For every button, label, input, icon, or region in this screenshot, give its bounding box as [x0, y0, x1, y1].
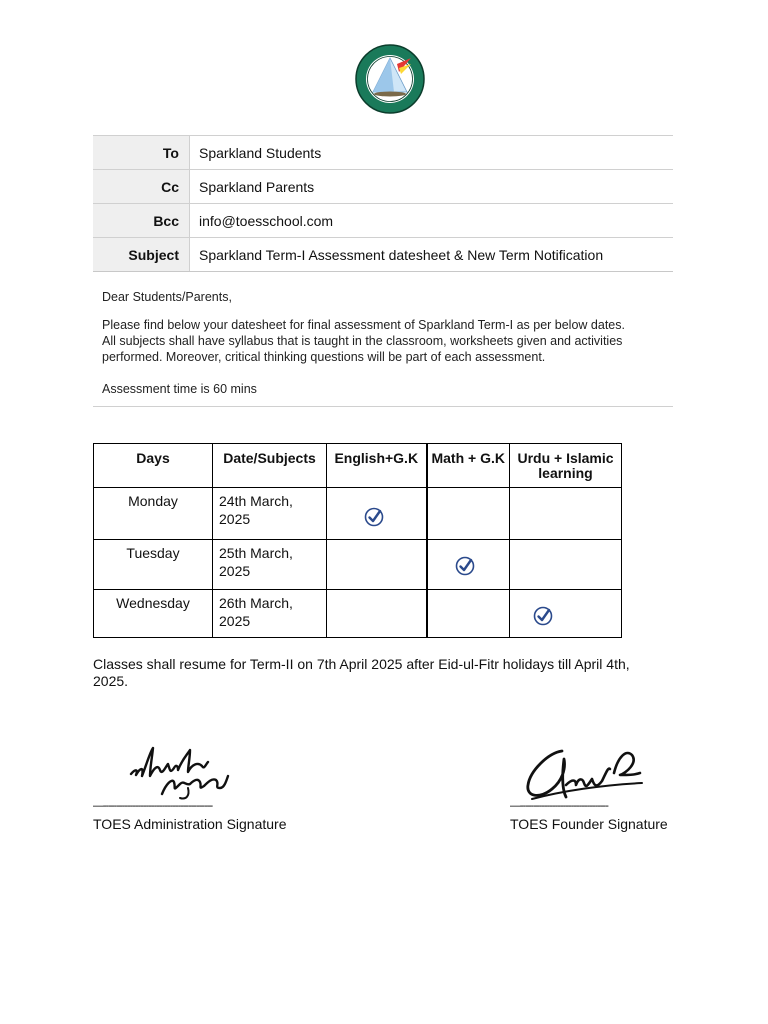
- header-row-bcc: [93, 204, 673, 238]
- check-circle-icon: [364, 507, 384, 527]
- check-circle-icon: [455, 556, 475, 576]
- table-row: [94, 540, 622, 590]
- cc-value: Sparkland Parents: [190, 170, 674, 204]
- cc-label: Cc: [93, 170, 190, 204]
- english-cell: [327, 488, 427, 540]
- greeting: Dear Students/Parents,: [102, 290, 232, 304]
- day-cell: Tuesday: [94, 540, 213, 590]
- header-row-subject: [93, 238, 673, 272]
- urdu-cell: [510, 540, 622, 590]
- subject-value: Sparkland Term-I Assessment datesheet & New Term Notification: [190, 238, 674, 272]
- col-urdu: Urdu + Islamic learning: [510, 444, 622, 488]
- assessment-time: Assessment time is 60 mins: [102, 382, 257, 396]
- message-line-2: All subjects shall have syllabus that is taught in the classroom, worksheets given and activities: [102, 334, 623, 348]
- subject-label: Subject: [93, 238, 190, 272]
- col-math: Math + G.K: [427, 444, 510, 488]
- founder-signature-line: —---------------------------------: [510, 800, 608, 812]
- math-cell: [427, 488, 510, 540]
- col-date-subjects: Date/Subjects: [213, 444, 327, 488]
- admin-signature-label: TOES Administration Signature: [93, 816, 287, 832]
- header-row-cc: [93, 170, 673, 204]
- admin-signature: [128, 742, 232, 802]
- urdu-cell: [510, 488, 622, 540]
- math-cell: [427, 590, 510, 638]
- date-cell: 25th March, 2025: [213, 540, 327, 590]
- col-english: English+G.K: [327, 444, 427, 488]
- resume-note: Classes shall resume for Term-II on 7th April 2025 after Eid-ul-Fitr holidays till April 4th, 2025.: [93, 656, 630, 689]
- message-body: [93, 274, 673, 407]
- founder-signature-label: TOES Founder Signature: [510, 816, 668, 832]
- bcc-label: Bcc: [93, 204, 190, 238]
- founder-signature: [522, 745, 646, 803]
- to-label: To: [93, 136, 190, 170]
- message-line-1: Please find below your datesheet for final assessment of Sparkland Term-I as per below dates.: [102, 318, 625, 332]
- table-row: [94, 590, 622, 638]
- email-header: [93, 135, 673, 272]
- to-value: Sparkland Students: [190, 136, 674, 170]
- day-cell: Wednesday: [94, 590, 213, 638]
- table-row: [94, 488, 622, 540]
- col-days: Days: [94, 444, 213, 488]
- datesheet-table: [93, 443, 622, 638]
- date-cell: 24th March, 2025: [213, 488, 327, 540]
- english-cell: [327, 590, 427, 638]
- day-cell: Monday: [94, 488, 213, 540]
- message-line-3: performed. Moreover, critical thinking questions will be part of each assessment.: [102, 350, 546, 364]
- math-cell: [427, 540, 510, 590]
- datesheet-header-row: [94, 444, 622, 488]
- urdu-cell: [510, 590, 622, 638]
- school-logo-icon: [353, 44, 427, 114]
- check-circle-icon: [533, 606, 553, 626]
- admin-signature-line: —-----------------------------------------: [93, 800, 213, 812]
- bcc-value: info@toesschool.com: [190, 204, 674, 238]
- header-row-to: [93, 136, 673, 170]
- date-cell: 26th March, 2025: [213, 590, 327, 638]
- english-cell: [327, 540, 427, 590]
